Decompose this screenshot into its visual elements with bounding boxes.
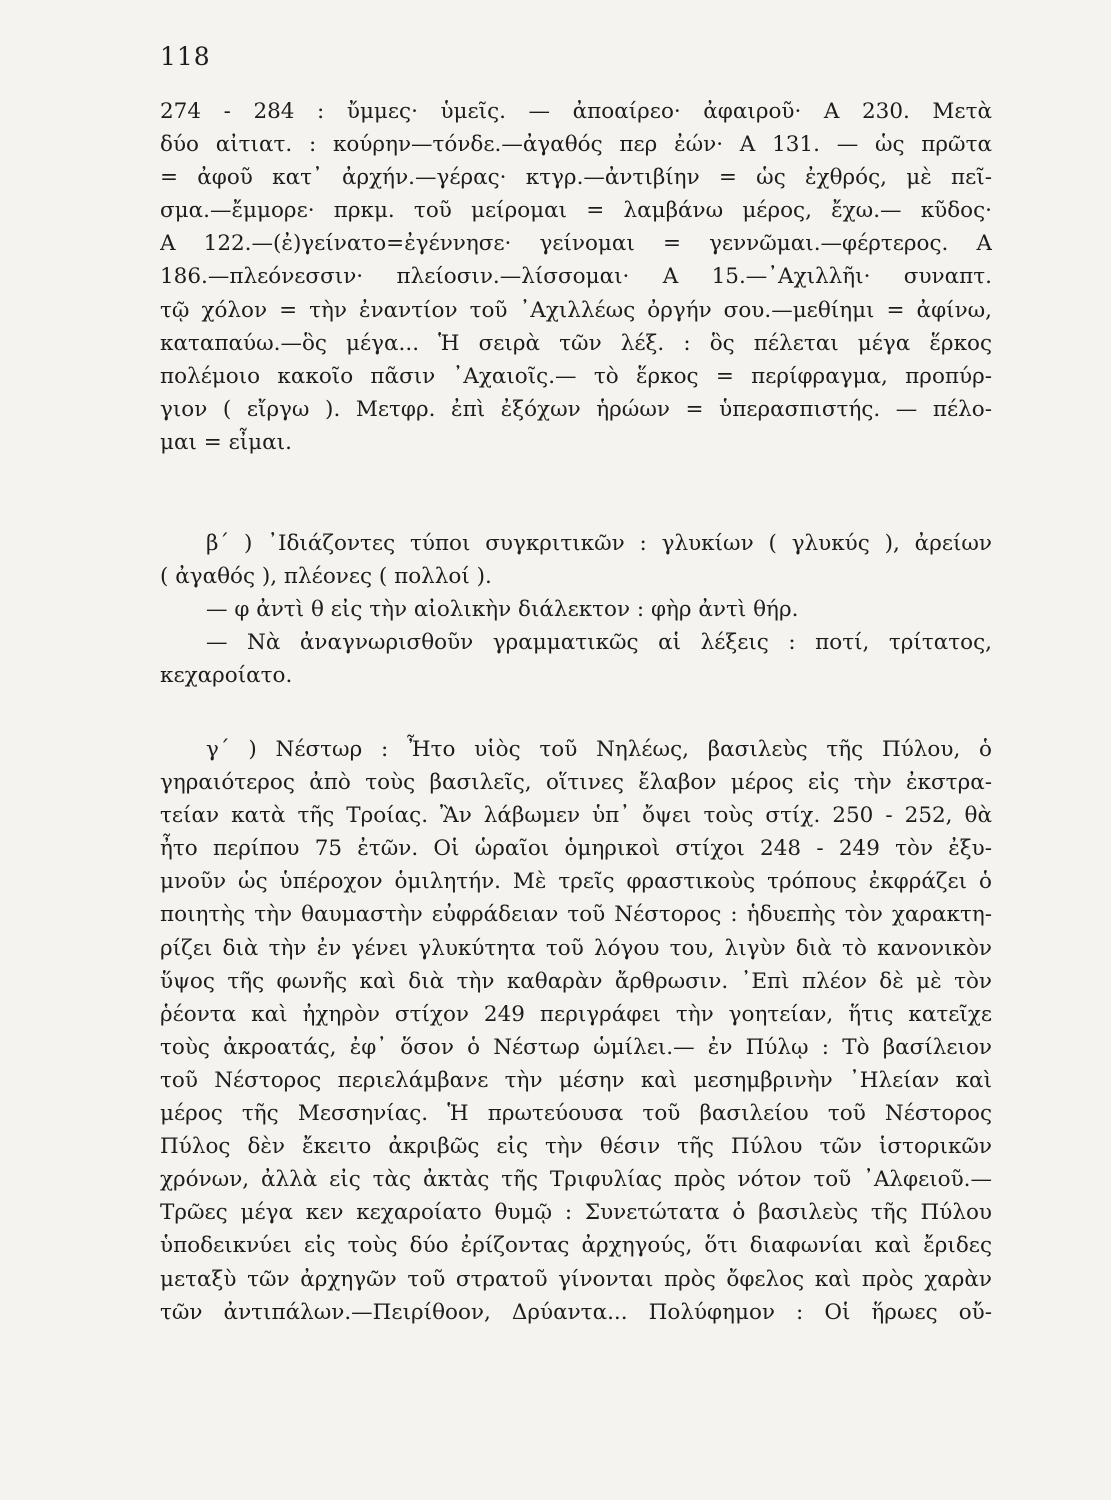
text-line: γ΄ ) Νέστωρ : Ἦτο υἱὸς τοῦ Νηλέως, βασιλεὺς τῆς Πύλου, ὁ	[206, 737, 992, 762]
text-line: ῥέοντα καὶ ἠχηρὸν στίχον 249 περιγράφει τὴν γοητείαν, ἥτις κατεῖχε	[160, 1001, 992, 1027]
text-line: μέρος τῆς Μεσσηνίας. Ἡ πρωτεύουσα τοῦ βασιλείου τοῦ Νέστορος	[160, 1101, 992, 1127]
text-line: τοὺς ἀκροατάς, ἐφ᾿ ὅσον ὁ Νέστωρ ὡμίλει.— ἐν Πύλῳ : Τὸ βασίλειον	[160, 1034, 992, 1060]
text-line: γηραιότερος ἀπὸ τοὺς βασιλεῖς, οἵτινες ἔλαβον μέρος εἰς τὴν ἐκστρα-	[160, 770, 992, 796]
commentary-section-274-284	[160, 95, 992, 459]
text-line: ρίζει διὰ τὴν ἐν γένει γλυκύτητα τοῦ λόγου του, λιγὺν διὰ τὸ κανονικὸν	[160, 935, 992, 961]
text-line: τοῦ Νέστορος περιελάμβανε τὴν μέσην καὶ μεσημβρινὴν ᾿Ηλείαν καὶ	[160, 1067, 992, 1093]
text-line: Τρῶες μέγα κεν κεχαροίατο θυμῷ : Συνετώτατα ὁ βασιλεὺς τῆς Πύλου	[160, 1200, 992, 1226]
text-line: τῶν ἀντιπάλων.—Πειρίθοον, Δρύαντα... Πολύφημον : Οἱ ἥρωες οὔ-	[160, 1299, 992, 1325]
text-line: ὕψος τῆς φωνῆς καὶ διὰ τὴν καθαρὰν ἄρθρωσιν. ᾿Επὶ πλέον δὲ μὲ τὸν	[160, 968, 992, 994]
text-line: 274 - 284 : ὔμμες· ὑμεῖς. — ἀποαίρεο· ἀφαιροῦ· Α 230. Μετὰ	[160, 99, 992, 124]
text-line: μαι = εἶμαι.	[160, 429, 292, 455]
text-line: γιον ( εἴργω ). Μετφρ. ἐπὶ ἐξόχων ἡρώων = ὑπερασπιστής. — πέλο-	[160, 396, 992, 422]
text-line: δύο αἰτιατ. : κούρην—τόνδε.—ἀγαθός περ ἐών· Α 131. — ὡς πρῶτα	[160, 132, 992, 158]
text-line: — Νὰ ἀναγνωρισθοῦν γραμματικῶς αἱ λέξεις : ποτί, τρίτατος,	[206, 630, 992, 656]
text-line: 186.—πλεόνεσσιν· πλείοσιν.—λίσσομαι· Α 15.—᾿Αχιλλῆι· συναπτ.	[160, 264, 992, 290]
text-line: μεταξὺ τῶν ἀρχηγῶν τοῦ στρατοῦ γίνονται πρὸς ὄφελος καὶ πρὸς χαρὰν	[160, 1266, 992, 1292]
text-line: Πύλος δὲν ἔκειτο ἀκριβῶς εἰς τὴν θέσιν τῆς Πύλου τῶν ἱστορικῶν	[160, 1134, 992, 1160]
text-line: Α 122.—(ἐ)γείνατο=ἐγέννησε· γείνομαι = γεννῶμαι.—φέρτερος. Α	[160, 231, 992, 257]
page-number: 118	[160, 42, 211, 71]
text-line: χρόνων, ἀλλὰ εἰς τὰς ἀκτὰς τῆς Τριφυλίας πρὸς νότον τοῦ ᾿Αλφειοῦ.—	[160, 1167, 992, 1193]
text-line: πολέμοιο κακοῖο πᾶσιν ᾿Αχαιοῖς.— τὸ ἕρκος = περίφραγμα, προπύρ-	[160, 363, 992, 389]
text-line: μνοῦν ὡς ὑπέροχον ὁμιλητήν. Μὲ τρεῖς φραστικοὺς τρόπους ἐκφράζει ὁ	[160, 869, 992, 895]
text-line: κεχαροίατο.	[160, 663, 293, 689]
text-line: τείαν κατὰ τῆς Τροίας. Ἂν λάβωμεν ὑπ᾿ ὄψει τοὺς στίχ. 250 - 252, θὰ	[160, 803, 992, 829]
text-line: τῷ χόλον = τὴν ἐναντίον τοῦ ᾿Αχιλλέως ὀργήν σου.—μεθίημι = ἀφίνω,	[160, 297, 992, 323]
text-line: ἦτο περίπου 75 ἐτῶν. Οἱ ὡραῖοι ὁμηρικοὶ στίχοι 248 - 249 τὸν ἐξυ-	[160, 836, 992, 862]
text-line: ( ἀγαθός ), πλέονες ( πολλοί ).	[160, 564, 492, 590]
text-line: β΄ ) ᾿Ιδιάζοντες τύποι συγκριτικῶν : γλυκίων ( γλυκύς ), ἀρείων	[206, 531, 992, 556]
text-line: καταπαύω.—ὃς μέγα... Ἡ σειρὰ τῶν λέξ. : ὃς πέλεται μέγα ἕρκος	[160, 330, 992, 356]
text-line: σμα.—ἔμμορε· πρκμ. τοῦ μείρομαι = λαμβάνω μέρος, ἔχω.— κῦδος·	[160, 198, 992, 224]
section-beta-comparatives	[160, 527, 992, 692]
section-gamma-nestor	[160, 733, 992, 1329]
text-line: ὑποδεικνύει εἰς τοὺς δύο ἐρίζοντας ἀρχηγούς, ὅτι διαφωνίαι καὶ ἔριδες	[160, 1233, 992, 1259]
text-line: = ἀφοῦ κατ᾿ ἀρχήν.—γέρας· κτγρ.—ἀντιβίην = ὡς ἐχθρός, μὲ πεῖ-	[160, 165, 992, 191]
text-line: — φ ἀντὶ θ εἰς τὴν αἰολικὴν διάλεκτον : φὴρ ἀντὶ θήρ.	[206, 597, 799, 623]
text-line: ποιητὴς τὴν θαυμαστὴν εὐφράδειαν τοῦ Νέστορος : ἡδυεπὴς τὸν χαρακτη-	[160, 902, 992, 928]
